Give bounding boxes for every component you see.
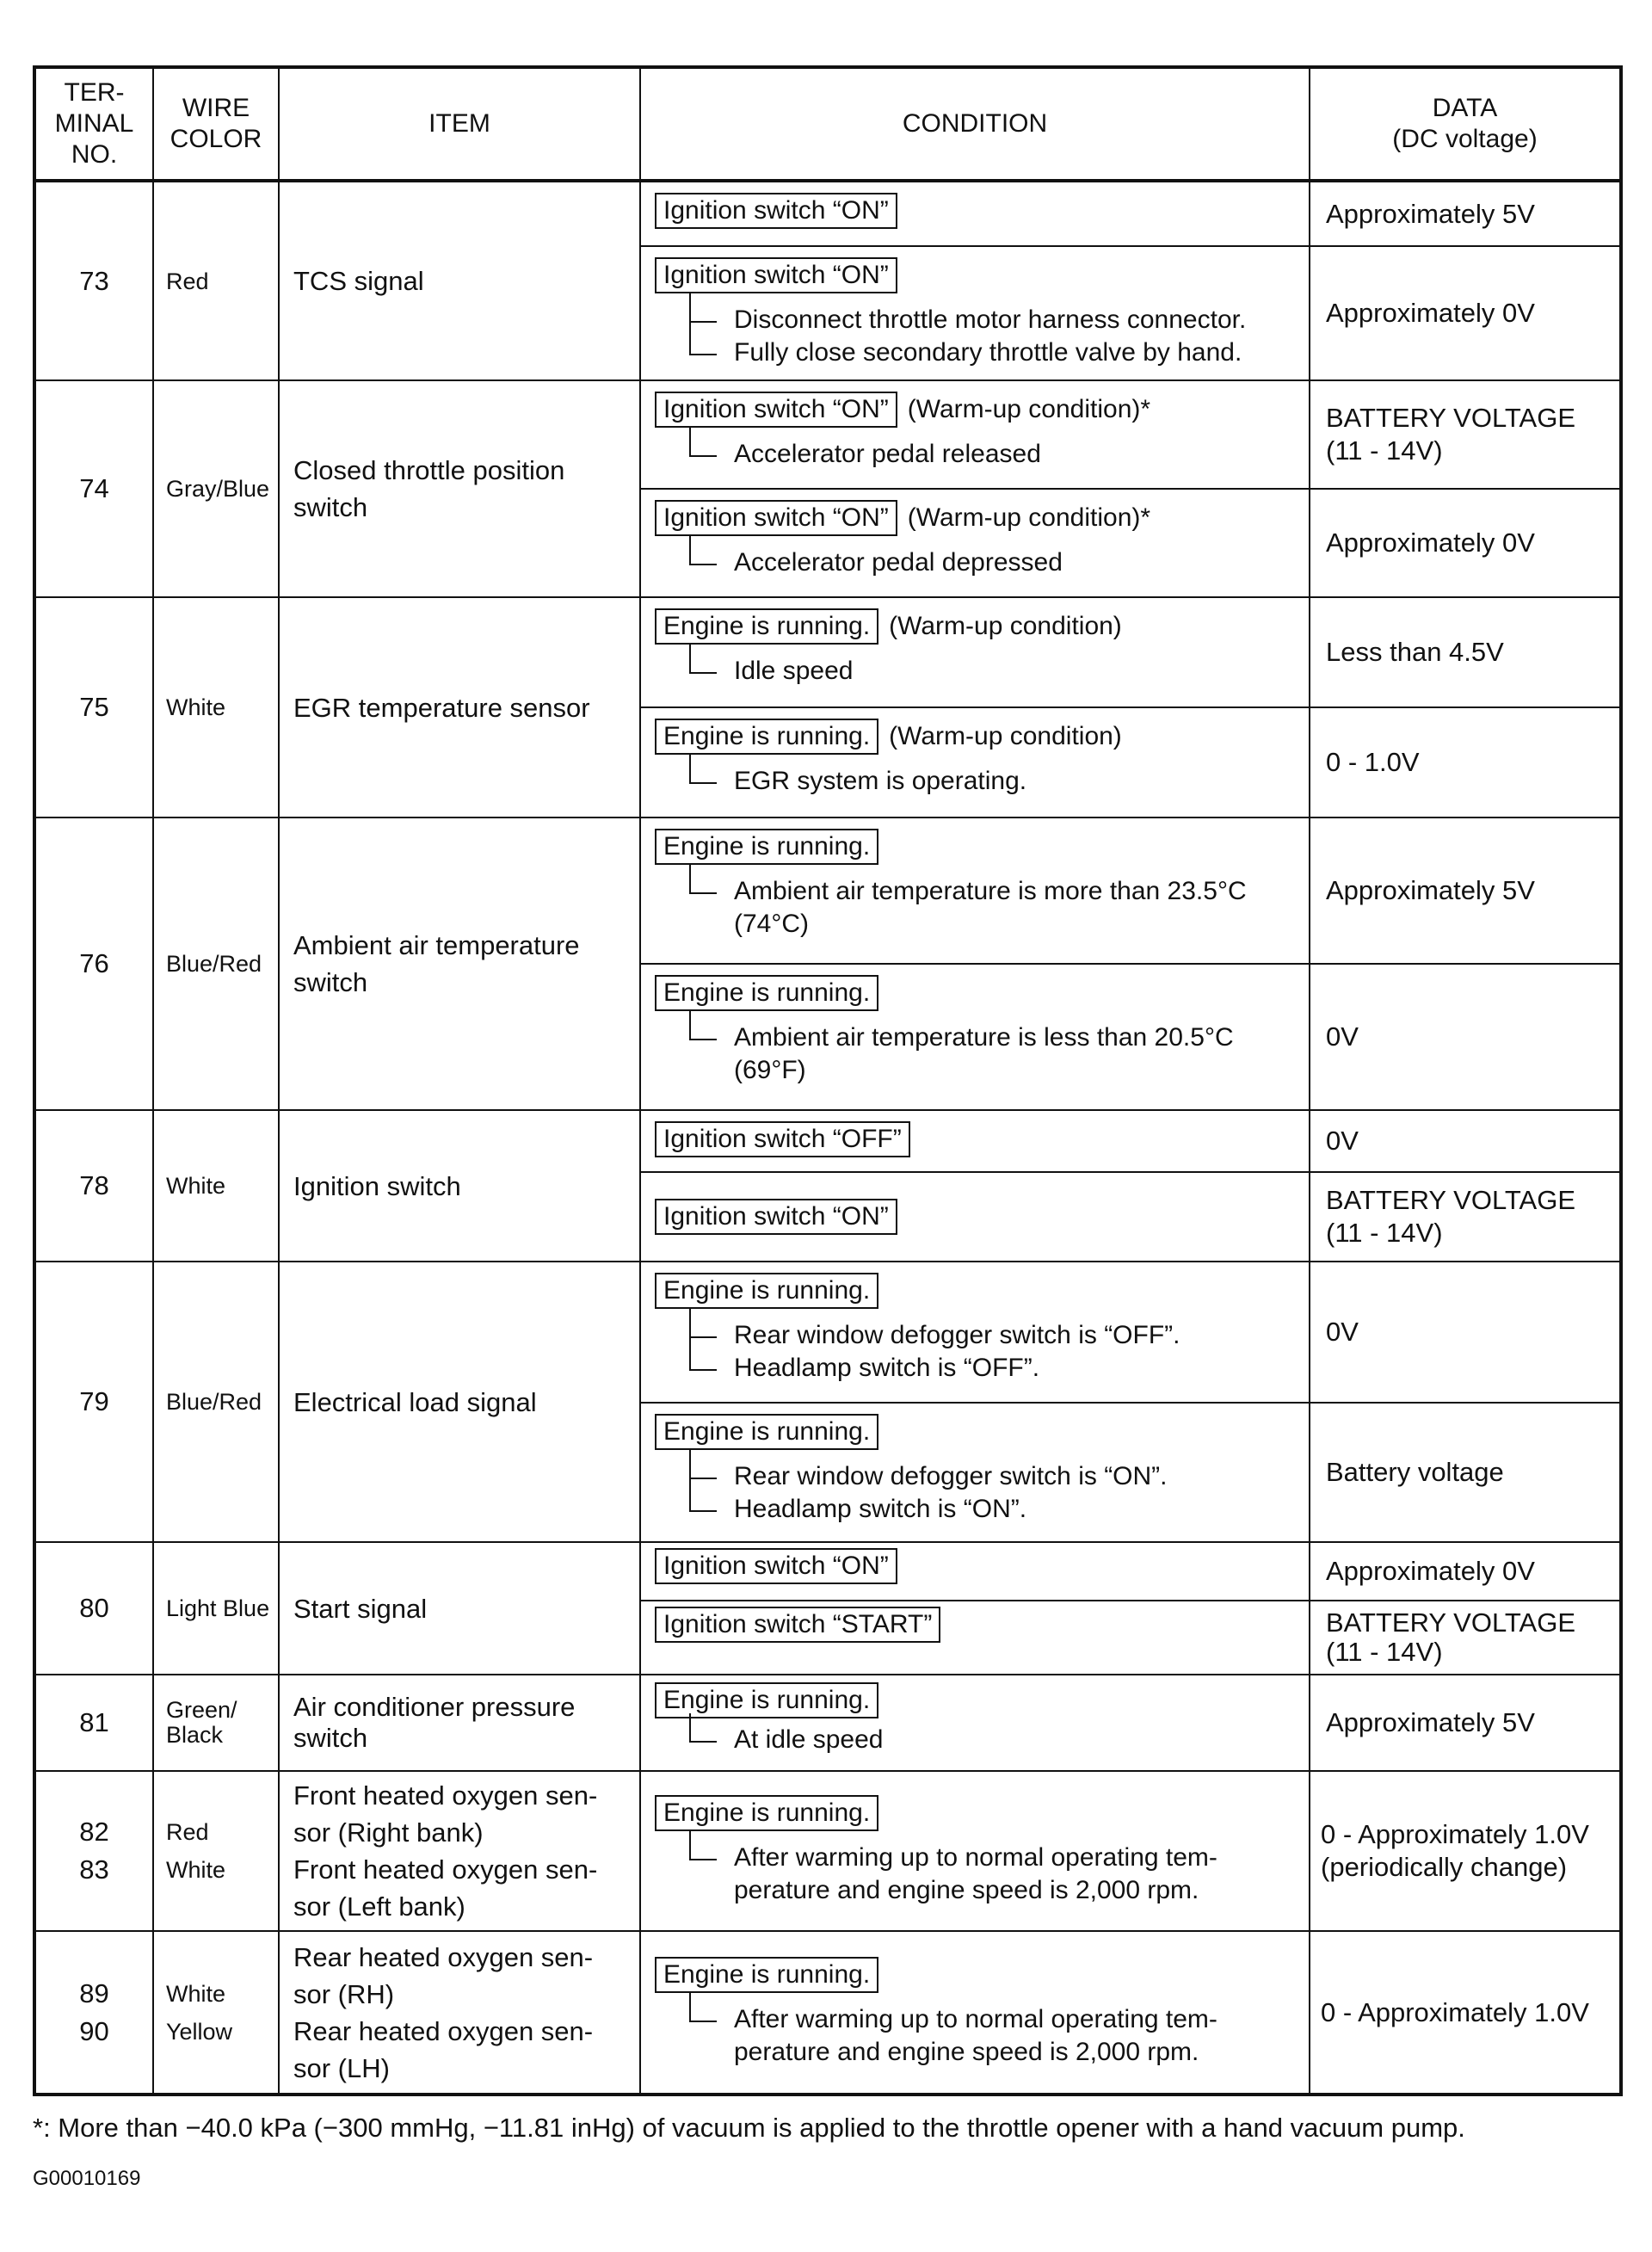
condition-note: (Warm-up condition)* (907, 503, 1151, 532)
data-value: BATTERY VOLTAGE (11 - 14V) (1310, 380, 1621, 489)
data-value: Approximately 5V (1310, 818, 1621, 964)
table-row (34, 1675, 1621, 1771)
condition-cell (640, 1110, 1310, 1172)
terminal-number: 89 90 (34, 1931, 153, 2095)
condition-box: Engine is running. (655, 1957, 878, 1993)
wire-color: Green/ Black (153, 1675, 279, 1771)
header-condition: CONDITION (640, 67, 1310, 181)
condition-note: (Warm-up condition) (889, 722, 1122, 750)
condition-sub-steps (689, 1724, 1300, 1756)
item-name: Ambient air temperature switch (279, 818, 640, 1110)
terminal-number: 76 (34, 818, 153, 1110)
data-value: Approximately 5V (1310, 181, 1621, 246)
condition-cell (640, 489, 1310, 597)
condition-step: Fully close secondary throttle valve by hand. (734, 338, 1242, 367)
condition-box: Ignition switch “START” (655, 1607, 940, 1643)
header-terminal: TER- MINAL NO. (34, 67, 153, 181)
table-row (34, 1262, 1621, 1403)
data-value: BATTERY VOLTAGE (11 - 14V) (1310, 1601, 1621, 1675)
condition-sub-steps (689, 655, 1300, 688)
table-row (34, 181, 1621, 246)
condition-note: (Warm-up condition) (889, 612, 1122, 640)
terminal-number: 80 (34, 1542, 153, 1675)
data-value: 0V (1310, 1110, 1621, 1172)
header-item: ITEM (279, 67, 640, 181)
condition-step: After warming up to normal operating tem- (734, 1843, 1217, 1872)
data-value: Approximately 5V (1310, 1675, 1621, 1771)
terminal-number: 78 (34, 1110, 153, 1262)
wire-color: Red (153, 181, 279, 380)
condition-cell (640, 1931, 1310, 2095)
data-value: 0 - Approximately 1.0V (periodically change) (1310, 1771, 1621, 1931)
table-row (34, 1542, 1621, 1601)
condition-box: Ignition switch “ON” (655, 392, 897, 428)
condition-sub-steps (689, 304, 1300, 369)
condition-cell (640, 1771, 1310, 1931)
data-value: 0 - Approximately 1.0V (1310, 1931, 1621, 2095)
condition-cell (640, 1262, 1310, 1403)
wire-color: White (153, 597, 279, 818)
condition-cell (640, 1675, 1310, 1771)
table-row (34, 380, 1621, 489)
table-row (34, 1771, 1621, 1931)
item-name: Ignition switch (279, 1110, 640, 1262)
condition-step-continued: perature and engine speed is 2,000 rpm. (734, 2037, 1199, 2066)
condition-note: (Warm-up condition)* (907, 395, 1151, 423)
data-value: Battery voltage (1310, 1403, 1621, 1542)
header-wire-color: WIRE COLOR (153, 67, 279, 181)
condition-box: Engine is running. (655, 1795, 878, 1831)
condition-step: Ambient air temperature is less than 20.5°C (734, 1023, 1234, 1052)
condition-step: Disconnect throttle motor harness connector. (734, 305, 1247, 334)
condition-sub-steps (689, 875, 1300, 941)
terminal-number: 73 (34, 181, 153, 380)
data-value: Less than 4.5V (1310, 597, 1621, 707)
data-value: BATTERY VOLTAGE (11 - 14V) (1310, 1172, 1621, 1262)
condition-step-continued: (69°F) (734, 1056, 806, 1084)
condition-cell (640, 380, 1310, 489)
condition-box: Engine is running. (655, 1414, 878, 1450)
wire-color: Blue/Red (153, 818, 279, 1110)
condition-sub-steps (689, 1842, 1300, 1907)
condition-box: Engine is running. (655, 719, 878, 755)
data-value: Approximately 0V (1310, 489, 1621, 597)
item-name: EGR temperature sensor (279, 597, 640, 818)
condition-step-continued: perature and engine speed is 2,000 rpm. (734, 1876, 1199, 1904)
item-name: Electrical load signal (279, 1262, 640, 1542)
terminal-number: 81 (34, 1675, 153, 1771)
condition-cell (640, 1542, 1310, 1601)
condition-box: Ignition switch “ON” (655, 193, 897, 229)
condition-step: Accelerator pedal depressed (734, 548, 1063, 577)
terminal-number: 79 (34, 1262, 153, 1542)
table-row (34, 1931, 1621, 2095)
terminal-number: 74 (34, 380, 153, 597)
header-data: DATA (DC voltage) (1310, 67, 1621, 181)
item-name: Closed throttle position switch (279, 380, 640, 597)
condition-cell (640, 818, 1310, 964)
condition-cell (640, 597, 1310, 707)
condition-cell (640, 1172, 1310, 1262)
condition-cell (640, 1601, 1310, 1675)
terminal-number: 75 (34, 597, 153, 818)
wire-color: White Yellow (153, 1931, 279, 2095)
condition-box: Ignition switch “ON” (655, 500, 897, 536)
data-value: Approximately 0V (1310, 246, 1621, 380)
condition-box: Engine is running. (655, 1273, 878, 1309)
condition-cell (640, 707, 1310, 818)
item-name: Air conditioner pressure switch (279, 1675, 640, 1771)
condition-step: Rear window defogger switch is “OFF”. (734, 1321, 1180, 1349)
figure-code: G00010169 (33, 2167, 141, 2190)
item-name: Front heated oxygen sen- sor (Right bank) Front heated oxygen sen- sor (Left bank) (279, 1771, 640, 1931)
condition-step: Headlamp switch is “OFF”. (734, 1354, 1040, 1382)
condition-step: Ambient air temperature is more than 23.5°C (734, 877, 1247, 905)
condition-sub-steps (689, 1460, 1300, 1526)
condition-cell (640, 246, 1310, 380)
wire-color: Blue/Red (153, 1262, 279, 1542)
data-value: 0V (1310, 1262, 1621, 1403)
condition-sub-steps (689, 765, 1300, 798)
item-name: Start signal (279, 1542, 640, 1675)
condition-sub-steps (689, 546, 1300, 579)
condition-step: Accelerator pedal released (734, 440, 1041, 468)
condition-step: After warming up to normal operating tem- (734, 2004, 1217, 2033)
condition-cell (640, 964, 1310, 1110)
condition-cell (640, 181, 1310, 246)
data-value: 0V (1310, 964, 1621, 1110)
condition-sub-steps (689, 2003, 1300, 2069)
terminal-data-table-sheet (33, 65, 1619, 2096)
wire-color: White (153, 1110, 279, 1262)
condition-step: Idle speed (734, 657, 854, 685)
condition-step: At idle speed (734, 1725, 884, 1754)
condition-box: Ignition switch “ON” (655, 257, 897, 293)
condition-box: Engine is running. (655, 829, 878, 865)
item-name: Rear heated oxygen sen- sor (RH) Rear heated oxygen sen- sor (LH) (279, 1931, 640, 2095)
condition-box: Ignition switch “ON” (655, 1199, 897, 1235)
wire-color: Gray/Blue (153, 380, 279, 597)
wire-color: Red White (153, 1771, 279, 1931)
header-row (34, 67, 1621, 181)
footnote: *: More than −40.0 kPa (−300 mmHg, −11.81 inHg) of vacuum is applied to the throttle opener with a hand vacuum pump. (33, 2113, 1465, 2143)
condition-sub-steps (689, 1319, 1300, 1385)
condition-step: Headlamp switch is “ON”. (734, 1495, 1027, 1523)
item-name: TCS signal (279, 181, 640, 380)
condition-box: Engine is running. (655, 975, 878, 1011)
table-row (34, 818, 1621, 964)
condition-step: EGR system is operating. (734, 767, 1027, 795)
condition-step: Rear window defogger switch is “ON”. (734, 1462, 1168, 1490)
condition-box: Ignition switch “OFF” (655, 1121, 910, 1157)
data-value: Approximately 0V (1310, 1542, 1621, 1601)
condition-sub-steps (689, 1021, 1300, 1087)
condition-box: Ignition switch “ON” (655, 1548, 897, 1584)
condition-step-continued: (74°C) (734, 910, 810, 938)
table-row (34, 597, 1621, 707)
condition-cell (640, 1403, 1310, 1542)
data-value: 0 - 1.0V (1310, 707, 1621, 818)
table-row (34, 1110, 1621, 1172)
condition-box: Engine is running. (655, 1682, 878, 1718)
condition-sub-steps (689, 438, 1300, 471)
terminal-data-table (33, 65, 1623, 2096)
wire-color: Light Blue (153, 1542, 279, 1675)
condition-box: Engine is running. (655, 608, 878, 645)
terminal-number: 82 83 (34, 1771, 153, 1931)
